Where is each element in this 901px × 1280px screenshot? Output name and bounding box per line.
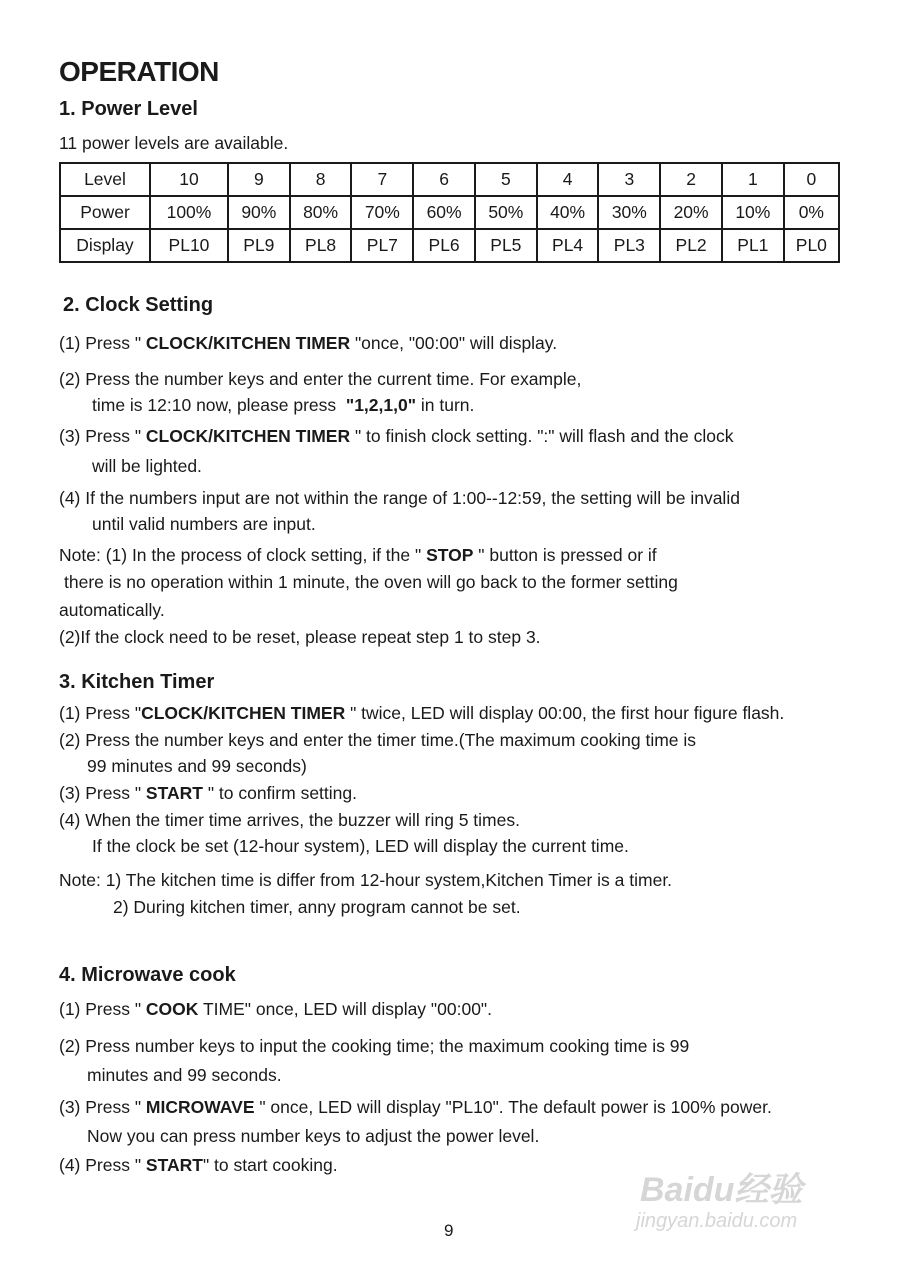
table-cell: 50% — [475, 196, 537, 229]
section-2-heading: 2. Clock Setting — [63, 294, 214, 316]
table-cell: 90% — [228, 196, 290, 229]
clock-step-4: (4) If the numbers input are not within the range of 1:00--12:59, the setting will be invalid — [59, 488, 740, 508]
clock-note-1-cont: there is no operation within 1 minute, the oven will go back to the former setting — [64, 572, 678, 592]
page-number: 9 — [444, 1221, 454, 1240]
cook-step-2: (2) Press number keys to input the cooking time; the maximum cooking time is 99 — [59, 1036, 690, 1056]
table-cell: 30% — [598, 196, 660, 229]
timer-step-4: (4) When the timer time arrives, the buzzer will ring 5 times. — [59, 810, 520, 830]
timer-step-4-cont: If the clock be set (12-hour system), LED will display the current time. — [92, 836, 629, 856]
table-cell: 8 — [290, 163, 352, 196]
baidu-watermark-url: jingyan.baidu.com — [636, 1210, 798, 1232]
clock-step-3-cont: will be lighted. — [92, 456, 202, 476]
table-header-power: Power — [60, 196, 150, 229]
table-cell: PL3 — [598, 229, 660, 262]
table-row-level — [60, 163, 839, 196]
table-cell: 10 — [150, 163, 228, 196]
table-cell: 20% — [660, 196, 722, 229]
table-cell: 2 — [660, 163, 722, 196]
table-cell: 6 — [413, 163, 475, 196]
timer-step-3: (3) Press " START " to confirm setting. — [59, 783, 358, 803]
clock-note-1-end: automatically. — [59, 600, 165, 620]
clock-step-3: (3) Press " CLOCK/KITCHEN TIMER " to finish clock setting. ":" will flash and the clock — [59, 426, 734, 446]
table-cell: 70% — [351, 196, 413, 229]
timer-note-1: Note: 1) The kitchen time is differ from 12-hour system,Kitchen Timer is a timer. — [59, 870, 673, 890]
section-3-heading: 3. Kitchen Timer — [59, 671, 215, 693]
table-cell: PL6 — [413, 229, 475, 262]
clock-step-2: (2) Press the number keys and enter the current time. For example, — [59, 369, 582, 389]
power-level-table — [59, 162, 840, 263]
table-row-display — [60, 229, 839, 262]
table-cell: PL10 — [150, 229, 228, 262]
table-cell: 40% — [537, 196, 599, 229]
cook-step-4: (4) Press " START" to start cooking. — [59, 1155, 338, 1175]
table-cell: 100% — [150, 196, 228, 229]
table-cell: PL7 — [351, 229, 413, 262]
table-cell: PL2 — [660, 229, 722, 262]
table-cell: PL0 — [784, 229, 839, 262]
table-cell: 5 — [475, 163, 537, 196]
timer-note-2: 2) During kitchen timer, anny program cannot be set. — [113, 897, 521, 917]
clock-step-4-cont: until valid numbers are input. — [92, 514, 316, 534]
table-cell: PL1 — [722, 229, 784, 262]
page-title: OPERATION — [59, 56, 219, 87]
clock-step-2-cont: time is 12:10 now, please press "1,2,1,0" in turn. — [92, 395, 475, 415]
table-cell: 9 — [228, 163, 290, 196]
clock-step-1: (1) Press " CLOCK/KITCHEN TIMER "once, "00:00" will display. — [59, 333, 558, 353]
table-cell: 4 — [537, 163, 599, 196]
timer-step-2: (2) Press the number keys and enter the timer time.(The maximum cooking time is — [59, 730, 697, 750]
table-cell: PL5 — [475, 229, 537, 262]
cook-step-3-cont: Now you can press number keys to adjust the power level. — [87, 1126, 540, 1146]
timer-step-2-cont: 99 minutes and 99 seconds) — [87, 756, 307, 776]
table-cell: 1 — [722, 163, 784, 196]
section-4-heading: 4. Microwave cook — [59, 964, 236, 986]
section-1-heading: 1. Power Level — [59, 98, 198, 120]
table-cell: 3 — [598, 163, 660, 196]
cook-step-2-cont: minutes and 99 seconds. — [87, 1065, 282, 1085]
cook-step-3: (3) Press " MICROWAVE " once, LED will display "PL10". The default power is 100% power. — [59, 1097, 772, 1117]
clock-note-1: Note: (1) In the process of clock setting, if the " STOP " button is pressed or if — [59, 545, 657, 565]
table-cell: PL8 — [290, 229, 352, 262]
table-cell: 10% — [722, 196, 784, 229]
table-cell: 7 — [351, 163, 413, 196]
table-cell: 80% — [290, 196, 352, 229]
section-1-intro: 11 power levels are available. — [59, 133, 289, 153]
table-cell: PL4 — [537, 229, 599, 262]
cook-step-1: (1) Press " COOK TIME" once, LED will display "00:00". — [59, 999, 492, 1019]
timer-step-1: (1) Press "CLOCK/KITCHEN TIMER " twice, LED will display 00:00, the first hour figure flash. — [59, 703, 785, 723]
table-cell: 0% — [784, 196, 839, 229]
clock-note-2: (2)If the clock need to be reset, please repeat step 1 to step 3. — [59, 627, 541, 647]
table-cell: 0 — [784, 163, 839, 196]
table-header-display: Display — [60, 229, 150, 262]
baidu-watermark-logo: Baidu经验 — [640, 1171, 803, 1209]
table-cell: PL9 — [228, 229, 290, 262]
table-header-level: Level — [60, 163, 150, 196]
table-row-power — [60, 196, 839, 229]
table-cell: 60% — [413, 196, 475, 229]
